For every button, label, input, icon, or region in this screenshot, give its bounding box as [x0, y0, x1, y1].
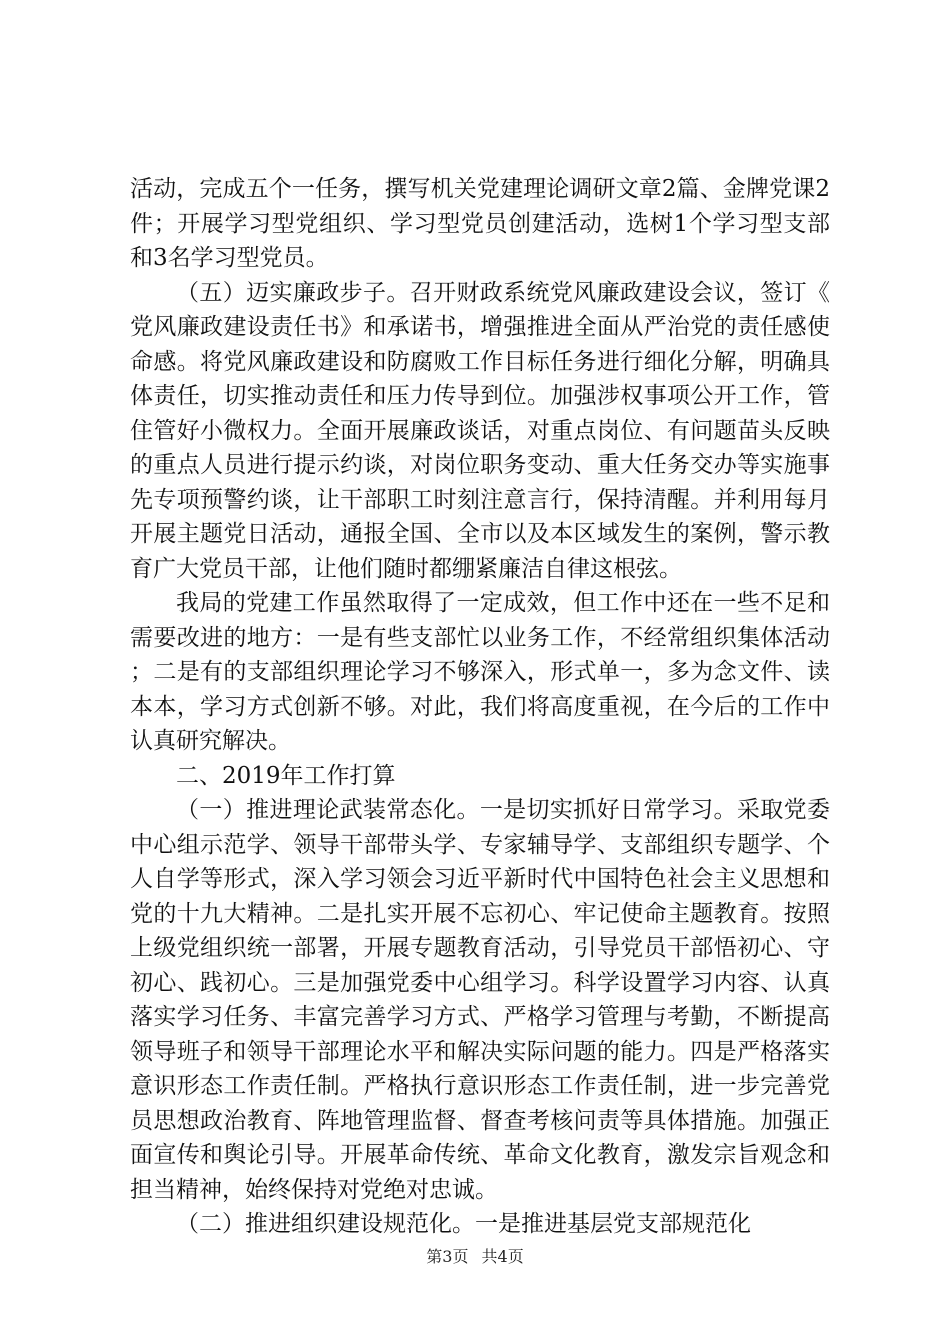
paragraph-theory: （一）推进理论武装常态化。一是切实抓好日常学习。采取党委中心组示范学、领导干部带头学、专家辅导学、支部组织专题学、个人自学等形式，深入学习领会习近平新时代中国特色社会主义思想和党的十九大精神。二是扎实开展不忘初心、牢记使命主题教育。按照上级党组织统一部署，开展专题教育活动，引导党员干部悟初心、守初心、践初心。三是加强党委中心组学习。科学设置学习内容、认真落实学习任务、丰富完善学习方式、严格学习管理与考勤，不断提高领导班子和领导干部理论水平和解决实际问题的能力。四是严格落实意识形态工作责任制。严格执行意识形态工作责任制，进一步完善党员思想政治教育、阵地管理监督、督查考核问责等具体措施。加强正面宣传和舆论引导。开展革命传统、革命文化教育，激发宗旨观念和担当精神，始终保持对党绝对忠诚。 [130, 797, 830, 1203]
page-number: 第3页 [426, 1247, 469, 1266]
section-heading-2019-plan: 二、2019年工作打算 [176, 762, 396, 789]
page-footer [0, 1247, 950, 1267]
document-body [130, 172, 830, 1242]
paragraph-shortcomings: 我局的党建工作虽然取得了一定成效，但工作中还在一些不足和需要改进的地方：一是有些支部忙以业务工作，不经常组织集体活动；二是有的支部组织理论学习不够深入，形式单一，多为念文件、读本本，学习方式创新不够。对此，我们将高度重视，在今后的工作中认真研究解决。 [130, 590, 830, 754]
paragraph-integrity: （五）迈实廉政步子。召开财政系统党风廉政建设会议，签订《党风廉政建设责任书》和承诺书，增强推进全面从严治党的责任感使命感。将党风廉政建设和防腐败工作目标任务进行细化分解，明确具体责任，切实推动责任和压力传导到位。加强涉权事项公开工作，管住管好小微权力。全面开展廉政谈话，对重点岗位、有问题苗头反映的重点人员进行提示约谈，对岗位职务变动、重大任务交办等实施事先专项预警约谈，让干部职工时刻注意言行，保持清醒。并利用每月开展主题党日活动，通报全国、全市以及本区域发生的案例，警示教育广大党员干部，让他们随时都绷紧廉洁自律这根弦。 [130, 279, 830, 582]
page-total: 共4页 [481, 1247, 524, 1266]
paragraph-organization: （二）推进组织建设规范化。一是推进基层党支部规范化 [176, 1211, 751, 1237]
paragraph-continuation: 活动，完成五个一任务，撰写机关党建理论调研文章2篇、金牌党课2件；开展学习型党组织、学习型党员创建活动，选树1个学习型支部和3名学习型党员。 [130, 176, 830, 271]
